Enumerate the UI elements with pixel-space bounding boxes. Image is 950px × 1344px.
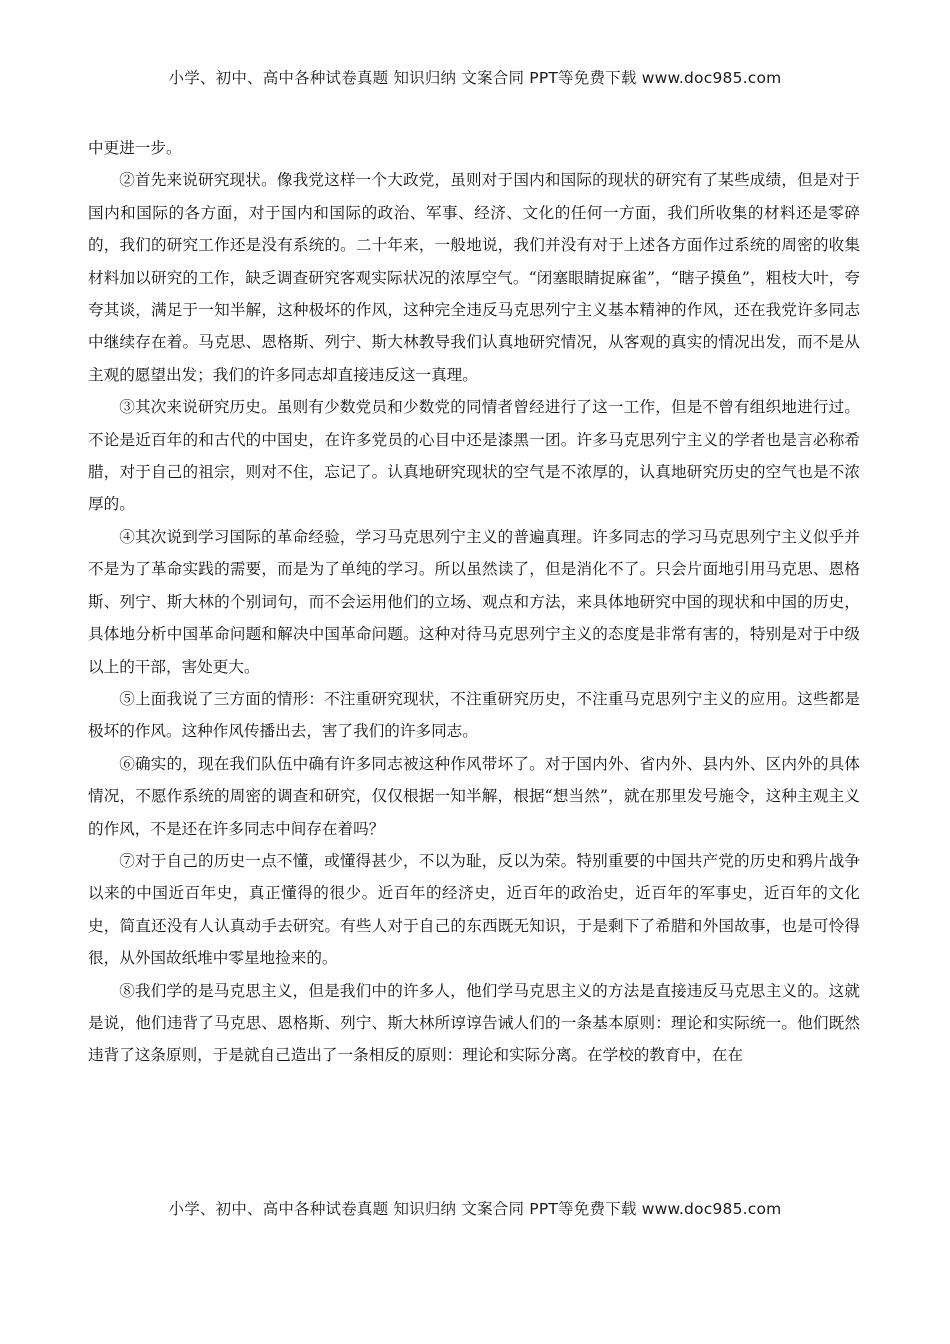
paragraph-4: ④其次说到学习国际的革命经验，学习马克思列宁主义的普遍真理。许多同志的学习马克思列宁主义似乎并不是为了革命实践的需要，而是为了单纯的学习。所以虽然读了，但是消化不了。只会片面地引用马克思、恩格斯、列宁、斯大林的个别词句，而不会运用他们的立场、观点和方法，来具体地研究中国的现状和中国的历史，具体地分析中国革命问题和解决中国革命问题。这种对待马克思列宁主义的态度是非常有害的，特别是对于中级以上的干部，害处更大。 [88, 527, 860, 676]
paragraph-8: ⑧我们学的是马克思主义，但是我们中的许多人，他们学马克思主义的方法是直接违反马克思主义的。这就是说，他们违背了马克思、恩格斯、列宁、斯大林所谆谆告诫人们的一条基本原则：理论和实际统一。他们既然违背了这条原则，于是就自己造出了一条相反的原则：理论和实际分离。在学校的教育中，在在 [88, 981, 860, 1065]
paragraph-7: ⑦对于自己的历史一点不懂，或懂得甚少，不以为耻，反以为荣。特别重要的中国共产党的历史和鸦片战争以来的中国近百年史，真正懂得的很少。近百年的经济史，近百年的政治史，近百年的军事史，近百年的文化史，简直还没有人认真动手去研究。有些人对于自己的东西既无知识，于是剩下了希腊和外国故事，也是可怜得很，从外国故纸堆中零星地捡来的。 [88, 851, 860, 968]
page-footer: 小学、初中、高中各种试卷真题 知识归纳 文案合同 PPT等免费下载 www.doc985.com [168, 1200, 782, 1218]
article-body [88, 132, 860, 1072]
paragraph-3: ③其次来说研究历史。虽则有少数党员和少数党的同情者曾经进行了这一工作，但是不曾有组织地进行过。不论是近百年的和古代的中国史，在许多党员的心目中还是漆黑一团。许多马克思列宁主义的学者也是言必称希腊，对于自己的祖宗，则对不住，忘记了。认真地研究现状的空气是不浓厚的，认真地研究历史的空气也是不浓厚的。 [88, 398, 860, 514]
paragraph-6: ⑥确实的，现在我们队伍中确有许多同志被这种作风带坏了。对于国内外、省内外、县内外、区内外的具体情况，不愿作系统的周密的调查和研究，仅仅根据一知半解，根据“想当然”，就在那里发号施令，这种主观主义的作风，不是还在许多同志中间存在着吗？ [88, 754, 860, 838]
paragraph-continuation: 中更进一步。 [88, 139, 182, 157]
paragraph-2: ②首先来说研究现状。像我党这样一个大政党，虽则对于国内和国际的现状的研究有了某些成绩，但是对于国内和国际的各方面，对于国内和国际的政治、军事、经济、文化的任何一方面，我们所收集的材料还是零碎的，我们的研究工作还是没有系统的。二十年来，一般地说，我们并没有对于上述各方面作过系统的周密的收集材料加以研究的工作，缺乏调查研究客观实际状况的浓厚空气。“闭塞眼睛捉麻雀”，“瞎子摸鱼”，粗枝大叶，夸夸其谈，满足于一知半解，这种极坏的作风，这种完全违反马克思列宁主义基本精神的作风，还在我党许多同志中继续存在着。马克思、恩格斯、列宁、斯大林教导我们认真地研究情况，从客观的真实的情况出发，而不是从主观的愿望出发；我们的许多同志却直接违反这一真理。 [88, 171, 860, 384]
page-header: 小学、初中、高中各种试卷真题 知识归纳 文案合同 PPT等免费下载 www.doc985.com [168, 69, 782, 87]
paragraph-5: ⑤上面我说了三方面的情形：不注重研究现状，不注重研究历史，不注重马克思列宁主义的应用。这些都是极坏的作风。这种作风传播出去，害了我们的许多同志。 [88, 689, 860, 741]
